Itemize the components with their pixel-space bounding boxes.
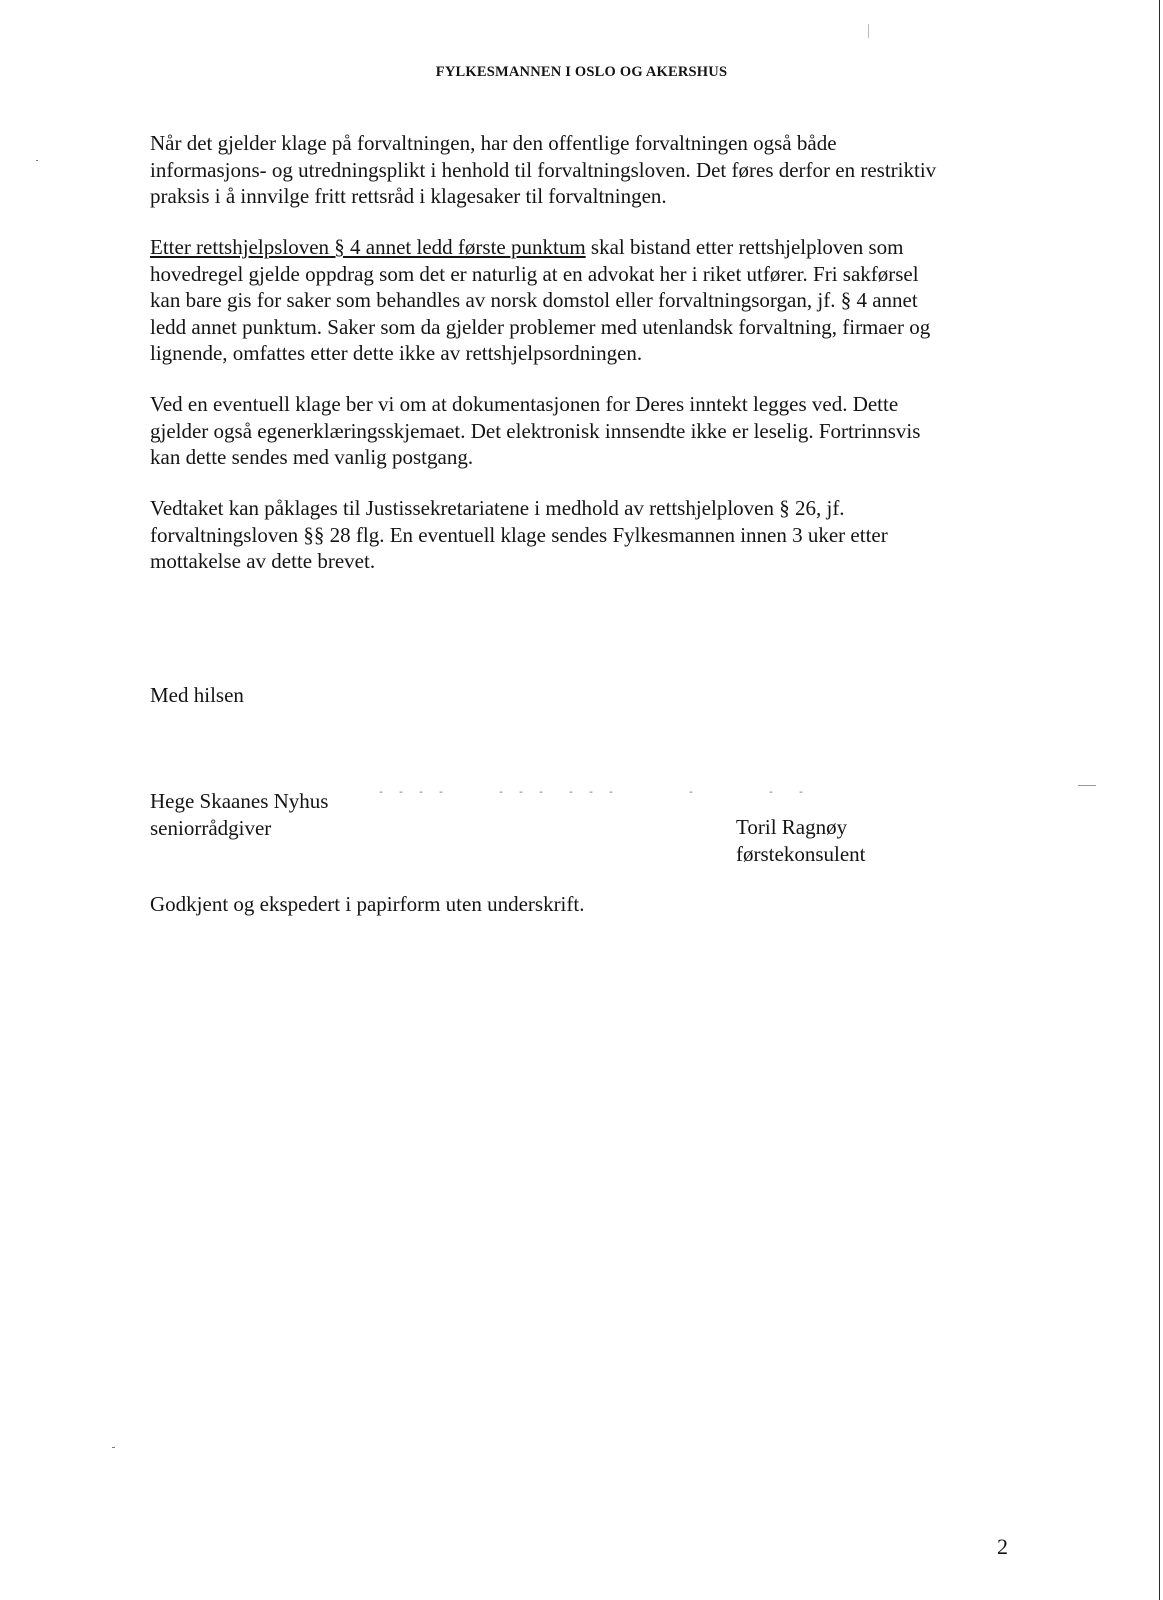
paragraph-line: Vedtaket kan påklages til Justissekretariatene i medhold av rettshjelploven § 26, jf. <box>150 496 845 520</box>
paragraph-line: kan dette sendes med vanlig postgang. <box>150 445 474 469</box>
scan-artifact-dashes: - - - - - - - - - - - - - <box>378 788 809 799</box>
signer-title: førstekonsulent <box>736 841 866 866</box>
scan-edge-line <box>1159 0 1160 1600</box>
paragraph-complaint-administration <box>150 130 1020 210</box>
paragraph-line: Ved en eventuell klage ber vi om at dokumentasjonen for Deres inntekt legges ved. Dette <box>150 392 899 416</box>
approval-note: Godkjent og ekspedert i papirform uten underskrift. <box>150 892 585 916</box>
paragraph-line: lignende, omfattes etter dette ikke av rettshjelpsordningen. <box>150 341 643 365</box>
paragraph-line-rest: skal bistand etter rettshjelploven som <box>585 235 904 259</box>
paragraph-line: gjelder også egenerklæringsskjemaet. Det elektronisk innsendte ikke er leselig. Fortrinnsvis <box>150 418 921 443</box>
paragraph-line: hovedregel gjelde oppdrag som det er naturlig at en advokat her i riket utfører. Fri sakførsel <box>150 261 919 286</box>
paragraph-documentation <box>150 391 1020 471</box>
scan-speck <box>868 24 869 38</box>
signer-right <box>736 814 865 867</box>
paragraph-line: Når det gjelder klage på forvaltningen, har den offentlige forvaltningen også både <box>150 131 837 155</box>
paragraph-line: informasjons- og utredningsplikt i henhold til forvaltningsloven. Det føres derfor en restriktiv <box>150 157 937 182</box>
paragraph-line: praksis i å innvilge fritt rettsråd i klagesaker til forvaltningen. <box>150 184 667 208</box>
page-number: 2 <box>997 1534 1008 1559</box>
scan-speck <box>1078 785 1096 786</box>
paragraph-line: forvaltningsloven §§ 28 flg. En eventuell klage sendes Fylkesmannen innen 3 uker etter <box>150 522 888 547</box>
scan-speck <box>112 1447 115 1448</box>
law-reference-underlined: Etter rettshjelpsloven § 4 annet ledd første punktum <box>150 235 586 259</box>
signer-name: Toril Ragnøy <box>736 815 848 839</box>
signer-name: Hege Skaanes Nyhus <box>150 789 329 813</box>
paragraph-appeal <box>150 495 1020 575</box>
paragraph-line: ledd annet punktum. Saker som da gjelder problemer med utenlandsk forvaltning, firmaer og <box>150 314 931 339</box>
paragraph-line: mottakelse av dette brevet. <box>150 549 376 573</box>
paragraph-line <box>150 234 1020 261</box>
signer-title: seniorrådgiver <box>150 815 272 840</box>
signer-left <box>150 788 328 841</box>
paragraph-legal-aid-act <box>150 234 1020 367</box>
scan-speck <box>36 160 38 161</box>
greeting: Med hilsen <box>150 683 244 707</box>
paragraph-line: kan bare gis for saker som behandles av norsk domstol eller forvaltningsorgan, jf. § 4 annet <box>150 288 918 312</box>
letterhead-title: FYLKESMANNEN I OSLO OG AKERSHUS <box>435 64 728 80</box>
